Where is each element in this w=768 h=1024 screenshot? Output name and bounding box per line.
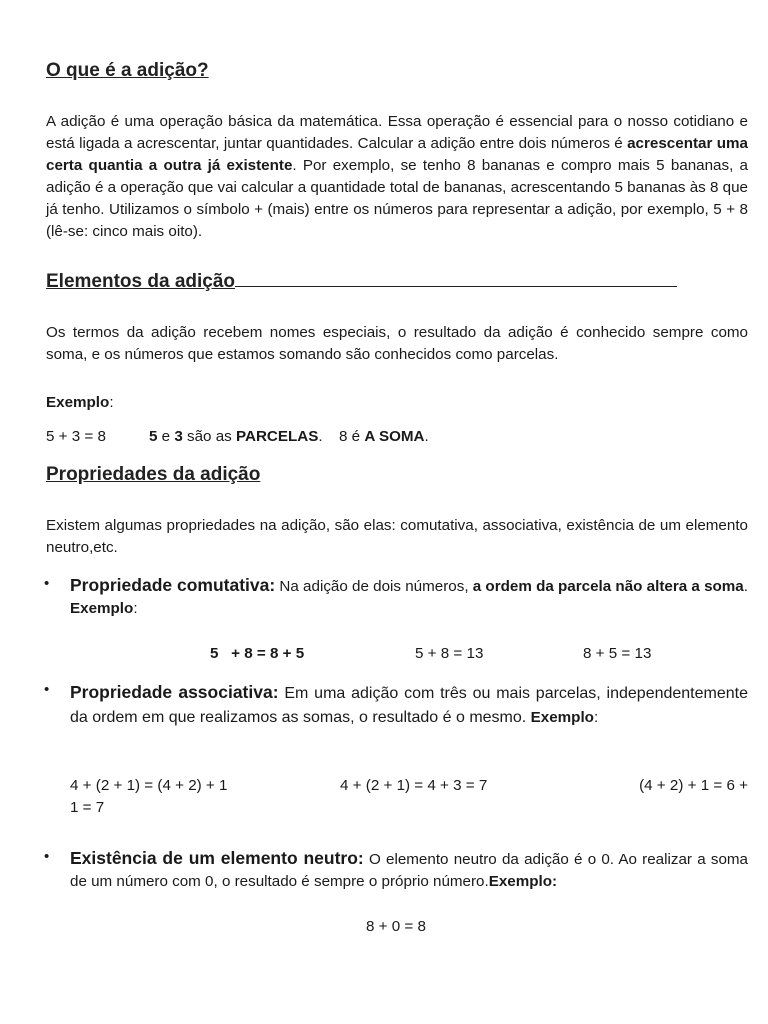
heading-elementos-da-adicao-wrapper: [46, 271, 686, 293]
comutativa-title: Propriedade comutativa:: [70, 575, 276, 595]
comutativa-colon: :: [133, 600, 138, 617]
intro-paragraph: [46, 111, 748, 243]
heading-elementos-da-adicao: Elementos da adição: [46, 271, 236, 292]
associativa-equation-1: 4 + (2 + 1) = (4 + 2) + 1: [70, 777, 228, 794]
comutativa-text-b: .: [743, 578, 748, 595]
parcela-5: 5: [149, 428, 158, 445]
intro-text-a: A adição é uma operação básica da matemática. Essa operação é essencial para o nosso cotidiano e está ligada a acrescentar, juntar quantidades. Calcular a adição entre dois números é: [46, 113, 748, 152]
associativa-equation-2: 4 + (2 + 1) = 4 + 3 = 7: [340, 777, 488, 794]
example-label-line: [46, 392, 114, 414]
neutro-text: O elemento neutro da adição é o 0. Ao realizar a soma de um número com 0, o resultado é sempre o próprio número.: [70, 851, 748, 890]
example-soma-line: [339, 426, 429, 448]
associativa-colon: :: [593, 709, 599, 726]
bullet-icon: •: [44, 681, 50, 698]
neutro-equation: 8 + 0 = 8: [366, 918, 426, 935]
bullet-icon: •: [44, 848, 50, 865]
soma-word: A SOMA: [364, 428, 425, 445]
example-colon: :: [109, 394, 114, 411]
associativa-title: Propriedade associativa:: [70, 682, 279, 702]
associativa-paragraph: [70, 680, 748, 730]
bullet-comutativa: [46, 574, 748, 620]
comutativa-equation-2: 5 + 8 = 13: [415, 645, 484, 662]
associativa-example-label: Exemplo: [530, 709, 594, 726]
ex-sao-as: são as: [182, 428, 236, 445]
comutativa-paragraph: [70, 574, 748, 620]
associativa-equation-3: (4 + 2) + 1 = 6 +: [639, 777, 748, 794]
example-parcelas-line: [149, 426, 323, 448]
intro-text-bold: acrescentar uma certa quantia a outra já existente: [46, 135, 748, 174]
neutro-title: Existência de um elemento neutro:: [70, 848, 364, 868]
heading-o-que-e-a-adicao: O que é a adição?: [46, 60, 209, 81]
comutativa-equation-1: 5 + 8 = 8 + 5: [210, 645, 305, 662]
comutativa-equation-3: 8 + 5 = 13: [583, 645, 652, 662]
elementos-paragraph: Os termos da adição recebem nomes especiais, o resultado da adição é conhecido sempre como soma, e os números que estamos somando são conhecidos como parcelas.: [46, 324, 748, 363]
associativa-equation-3-cont: 1 = 7: [70, 799, 105, 816]
comutativa-text-a: Na adição de dois números,: [275, 578, 473, 595]
bullet-neutro: [46, 847, 748, 893]
heading-underline-rule: [235, 286, 677, 287]
comutativa-example-label: Exemplo: [70, 600, 134, 617]
parcela-3: 3: [174, 428, 183, 445]
neutro-paragraph: [70, 847, 748, 893]
ex-8e: 8 é: [339, 428, 365, 445]
ex-e: e: [157, 428, 175, 445]
bullet-icon: •: [44, 575, 50, 592]
propriedades-intro: Existem algumas propriedades na adição, são elas: comutativa, associativa, existência de um elemento neutro,etc.: [46, 517, 748, 556]
neutro-example-label: Exemplo:: [488, 873, 558, 890]
intro-text-b: . Por exemplo, se tenho 8 bananas e compro mais 5 bananas, a adição é a operação que vai calcular a quantidade total de bananas, acrescentando 5 bananas às 8 que já tenho. Utilizamos o símbolo + (mais) entre os números para representar a adição, por exemplo, 5 + 8 (lê-se: cinco mais oito).: [46, 157, 748, 240]
ex-dot2: .: [424, 428, 429, 445]
heading-propriedades-da-adicao: Propriedades da adição: [46, 464, 261, 485]
comutativa-text-bold: a ordem da parcela não altera a soma: [472, 578, 744, 595]
parcelas-word: PARCELAS: [235, 428, 319, 445]
example-label: Exemplo: [46, 394, 110, 411]
example-equation: 5 + 3 = 8: [46, 428, 106, 445]
ex-dot1: .: [318, 428, 323, 445]
associativa-text: Em uma adição com três ou mais parcelas, independentemente da ordem em que realizamos as somas, o resultado é o mesmo.: [70, 685, 748, 726]
bullet-associativa: [46, 680, 748, 730]
